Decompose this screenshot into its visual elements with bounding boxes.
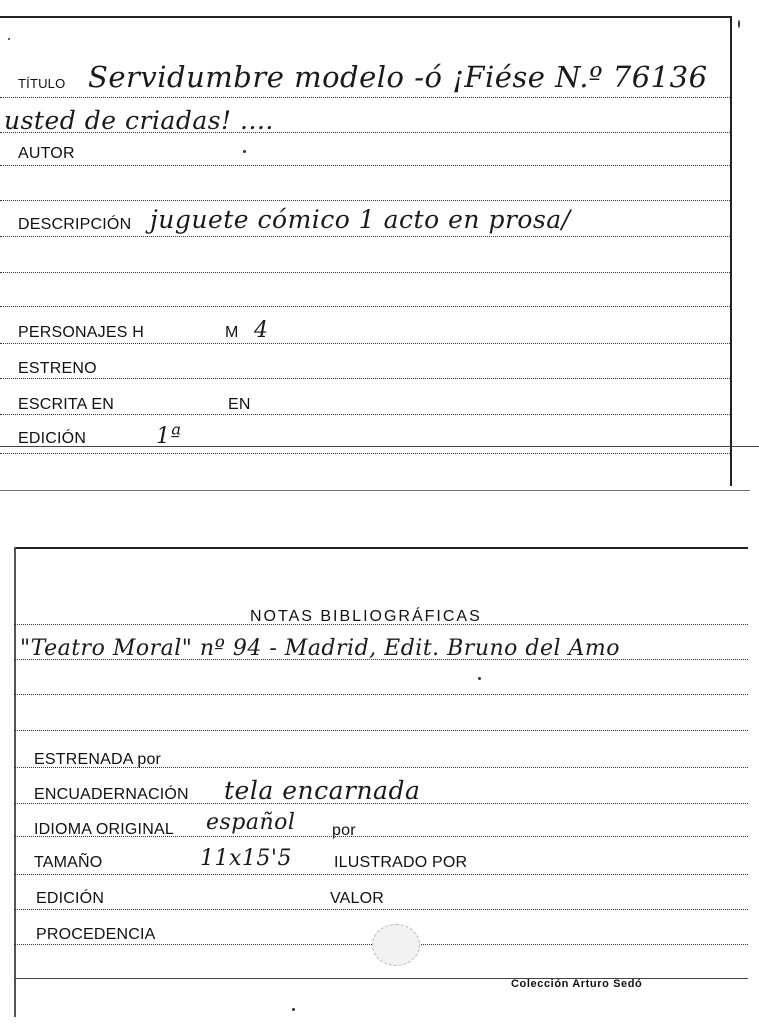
notas-value: "Teatro Moral" nº 94 - Madrid, Edit. Bruno del Amo (20, 636, 621, 661)
estrenada-label: ESTRENADA por (34, 751, 162, 768)
tamano-value: 11x15'5 (200, 846, 292, 871)
valor-label: VALOR (330, 890, 385, 907)
card-bottom-border-left (14, 547, 16, 1017)
rule-line (0, 343, 730, 344)
descripcion-label: DESCRIPCIÓN (18, 216, 132, 233)
procedencia-label: PROCEDENCIA (36, 926, 156, 943)
paper-smudge (372, 924, 420, 966)
ilustrado-por-label: ILUSTRADO POR (334, 854, 468, 871)
encuadernacion-label: ENCUADERNACIÓN (34, 786, 189, 803)
encuadernacion-value: tela encarnada (224, 776, 421, 805)
edicion-value: 1ª (156, 424, 182, 449)
idioma-original-value: español (206, 810, 296, 835)
personajes-label: PERSONAJES H (18, 324, 144, 341)
card-bottom-border-top (14, 547, 748, 549)
rule-line (0, 200, 730, 201)
edicion-label: EDICIÓN (18, 430, 87, 447)
rule-line (0, 272, 730, 273)
rule-line (0, 414, 730, 415)
card-top-border-bottom (0, 490, 750, 491)
rule-line (0, 97, 730, 98)
edicion-label: EDICIÓN (36, 890, 105, 907)
rule-line (0, 165, 730, 166)
catalog-card-top (0, 0, 759, 495)
titulo-value: Servidumbre modelo -ó ¡Fiése N.º 76136 (88, 60, 708, 94)
collection-footer: Colección Arturo Sedó (511, 978, 643, 990)
autor-label: AUTOR (18, 145, 75, 162)
rule-line (0, 306, 730, 307)
paper-speck (478, 677, 481, 680)
rule-line (14, 730, 748, 731)
paper-speck (738, 20, 740, 28)
rule-line (0, 236, 730, 237)
rule-line (14, 694, 748, 695)
card-top-border-top (0, 16, 732, 18)
tamano-label: TAMAÑO (34, 854, 103, 871)
rule-line (14, 874, 748, 875)
card-top-crop-line (0, 446, 759, 447)
paper-speck (243, 150, 246, 153)
titulo-label: TÍTULO (18, 76, 66, 91)
descripcion-value: juguete cómico 1 acto en prosa/ (150, 205, 571, 234)
personajes-m-value: 4 (254, 318, 269, 343)
idioma-original-label: IDIOMA ORIGINAL (34, 821, 174, 838)
paper-speck (292, 1008, 295, 1011)
notas-bibliograficas-heading: NOTAS BIBLIOGRÁFICAS (250, 608, 482, 625)
card-top-border-right (730, 16, 732, 486)
personajes-m-label: M (225, 324, 239, 341)
catalog-card-bottom (0, 540, 759, 1028)
por-label: por (332, 822, 356, 839)
estreno-label: ESTRENO (18, 360, 97, 377)
paper-speck (8, 38, 10, 40)
rule-line (14, 909, 748, 910)
escrita-en-label: ESCRITA EN (18, 396, 114, 413)
titulo-value-continued: usted de criadas! .... (4, 106, 274, 135)
rule-line (0, 378, 730, 379)
en-label: EN (228, 396, 251, 413)
rule-line (0, 453, 730, 454)
